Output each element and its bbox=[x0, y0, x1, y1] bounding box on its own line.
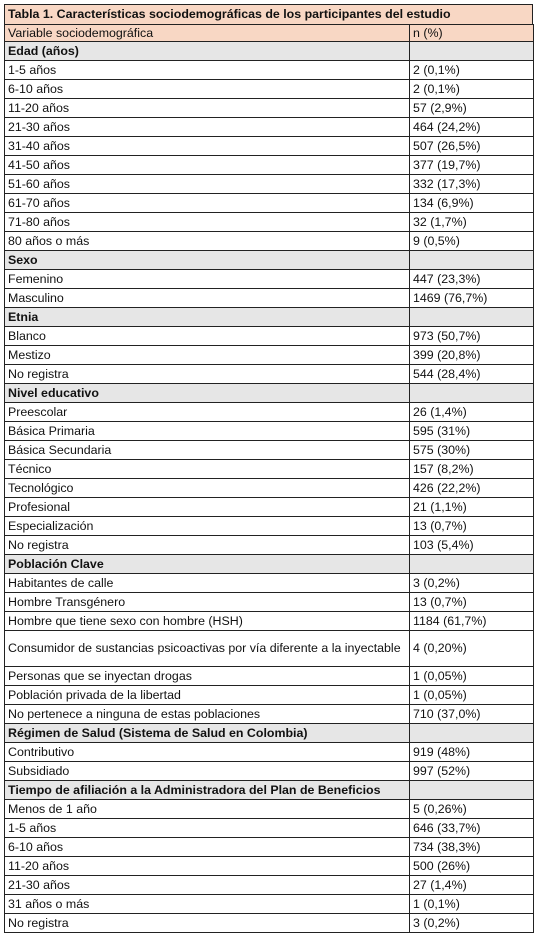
row-value: 734 (38,3%) bbox=[410, 838, 534, 857]
section-row bbox=[5, 555, 534, 574]
row-label: Población privada de la libertad bbox=[5, 686, 410, 705]
row-value: 973 (50,7%) bbox=[410, 327, 534, 346]
section-label: Tiempo de afiliación a la Administradora del Plan de Beneficios bbox=[5, 781, 410, 800]
table-row bbox=[5, 137, 534, 156]
row-label: Consumidor de sustancias psicoactivas por vía diferente a la inyectable bbox=[5, 631, 410, 667]
row-label: Contributivo bbox=[5, 743, 410, 762]
row-label: Blanco bbox=[5, 327, 410, 346]
row-value: 507 (26,5%) bbox=[410, 137, 534, 156]
row-label: Masculino bbox=[5, 289, 410, 308]
table-row bbox=[5, 498, 534, 517]
row-label: Hombre que tiene sexo con hombre (HSH) bbox=[5, 612, 410, 631]
row-label: 31-40 años bbox=[5, 137, 410, 156]
row-value: 997 (52%) bbox=[410, 762, 534, 781]
table-row bbox=[5, 612, 534, 631]
row-label: Habitantes de calle bbox=[5, 574, 410, 593]
table-row bbox=[5, 327, 534, 346]
table-container bbox=[4, 4, 533, 933]
section-value-empty bbox=[410, 724, 534, 743]
table-title: Tabla 1. Características sociodemográficas de los participantes del estudio bbox=[4, 4, 533, 24]
table-row bbox=[5, 213, 534, 232]
section-label: Sexo bbox=[5, 251, 410, 270]
table-row bbox=[5, 667, 534, 686]
section-value-empty bbox=[410, 384, 534, 403]
section-value-empty bbox=[410, 42, 534, 61]
table-row bbox=[5, 365, 534, 384]
row-value: 134 (6,9%) bbox=[410, 194, 534, 213]
row-value: 1469 (76,7%) bbox=[410, 289, 534, 308]
row-label: Tecnológico bbox=[5, 479, 410, 498]
row-value: 426 (22,2%) bbox=[410, 479, 534, 498]
row-value: 710 (37,0%) bbox=[410, 705, 534, 724]
table-row bbox=[5, 403, 534, 422]
row-label: 11-20 años bbox=[5, 99, 410, 118]
row-label: No registra bbox=[5, 365, 410, 384]
row-label: 41-50 años bbox=[5, 156, 410, 175]
row-value: 9 (0,5%) bbox=[410, 232, 534, 251]
row-label: 1-5 años bbox=[5, 819, 410, 838]
row-label: No pertenece a ninguna de estas poblaciones bbox=[5, 705, 410, 724]
row-label: Subsidiado bbox=[5, 762, 410, 781]
section-label: Etnia bbox=[5, 308, 410, 327]
table-row bbox=[5, 895, 534, 914]
header-row bbox=[5, 25, 534, 42]
row-label: 51-60 años bbox=[5, 175, 410, 194]
row-value: 1184 (61,7%) bbox=[410, 612, 534, 631]
row-label: Técnico bbox=[5, 460, 410, 479]
row-label: Básica Secundaria bbox=[5, 441, 410, 460]
row-label: 80 años o más bbox=[5, 232, 410, 251]
demographics-table bbox=[4, 24, 534, 933]
table-row bbox=[5, 118, 534, 137]
table-row bbox=[5, 914, 534, 933]
section-row bbox=[5, 724, 534, 743]
row-label: 61-70 años bbox=[5, 194, 410, 213]
row-value: 919 (48%) bbox=[410, 743, 534, 762]
row-label: 21-30 años bbox=[5, 118, 410, 137]
table-row bbox=[5, 99, 534, 118]
row-value: 27 (1,4%) bbox=[410, 876, 534, 895]
section-label: Nivel educativo bbox=[5, 384, 410, 403]
table-row bbox=[5, 194, 534, 213]
row-label: No registra bbox=[5, 536, 410, 555]
table-row bbox=[5, 232, 534, 251]
row-label: Menos de 1 año bbox=[5, 800, 410, 819]
row-label: Mestizo bbox=[5, 346, 410, 365]
table-body bbox=[5, 25, 534, 933]
row-value: 5 (0,26%) bbox=[410, 800, 534, 819]
row-value: 595 (31%) bbox=[410, 422, 534, 441]
table-row bbox=[5, 593, 534, 612]
row-value: 21 (1,1%) bbox=[410, 498, 534, 517]
row-value: 1 (0,1%) bbox=[410, 895, 534, 914]
row-value: 13 (0,7%) bbox=[410, 517, 534, 536]
table-row bbox=[5, 631, 534, 667]
row-value: 575 (30%) bbox=[410, 441, 534, 460]
row-label: 6-10 años bbox=[5, 80, 410, 99]
row-value: 2 (0,1%) bbox=[410, 80, 534, 99]
header-variable: Variable sociodemográfica bbox=[5, 25, 410, 42]
table-row bbox=[5, 156, 534, 175]
row-label: Básica Primaria bbox=[5, 422, 410, 441]
table-row bbox=[5, 441, 534, 460]
section-row bbox=[5, 781, 534, 800]
table-row bbox=[5, 479, 534, 498]
table-row bbox=[5, 838, 534, 857]
section-value-empty bbox=[410, 555, 534, 574]
section-row bbox=[5, 384, 534, 403]
row-value: 157 (8,2%) bbox=[410, 460, 534, 479]
row-value: 32 (1,7%) bbox=[410, 213, 534, 232]
section-row bbox=[5, 251, 534, 270]
row-value: 1 (0,05%) bbox=[410, 686, 534, 705]
table-row bbox=[5, 346, 534, 365]
row-value: 4 (0,20%) bbox=[410, 631, 534, 667]
table-row bbox=[5, 61, 534, 80]
row-label: Hombre Transgénero bbox=[5, 593, 410, 612]
table-row bbox=[5, 175, 534, 194]
row-label: 21-30 años bbox=[5, 876, 410, 895]
section-label: Población Clave bbox=[5, 555, 410, 574]
section-row bbox=[5, 308, 534, 327]
row-label: Profesional bbox=[5, 498, 410, 517]
row-label: 31 años o más bbox=[5, 895, 410, 914]
table-row bbox=[5, 574, 534, 593]
table-row bbox=[5, 876, 534, 895]
section-value-empty bbox=[410, 308, 534, 327]
row-label: 11-20 años bbox=[5, 857, 410, 876]
table-row bbox=[5, 800, 534, 819]
row-label: 1-5 años bbox=[5, 61, 410, 80]
table-row bbox=[5, 460, 534, 479]
row-value: 103 (5,4%) bbox=[410, 536, 534, 555]
section-value-empty bbox=[410, 251, 534, 270]
section-label: Régimen de Salud (Sistema de Salud en Colombia) bbox=[5, 724, 410, 743]
section-value-empty bbox=[410, 781, 534, 800]
table-row bbox=[5, 743, 534, 762]
section-row bbox=[5, 42, 534, 61]
table-row bbox=[5, 289, 534, 308]
row-label: Femenino bbox=[5, 270, 410, 289]
table-row bbox=[5, 686, 534, 705]
row-value: 26 (1,4%) bbox=[410, 403, 534, 422]
table-row bbox=[5, 762, 534, 781]
table-row bbox=[5, 422, 534, 441]
table-row bbox=[5, 857, 534, 876]
row-value: 57 (2,9%) bbox=[410, 99, 534, 118]
table-row bbox=[5, 517, 534, 536]
section-label: Edad (años) bbox=[5, 42, 410, 61]
row-label: No registra bbox=[5, 914, 410, 933]
row-value: 447 (23,3%) bbox=[410, 270, 534, 289]
row-value: 464 (24,2%) bbox=[410, 118, 534, 137]
row-value: 1 (0,05%) bbox=[410, 667, 534, 686]
row-value: 544 (28,4%) bbox=[410, 365, 534, 384]
table-row bbox=[5, 705, 534, 724]
row-value: 646 (33,7%) bbox=[410, 819, 534, 838]
row-value: 13 (0,7%) bbox=[410, 593, 534, 612]
row-label: 71-80 años bbox=[5, 213, 410, 232]
row-label: Preescolar bbox=[5, 403, 410, 422]
table-row bbox=[5, 80, 534, 99]
row-value: 377 (19,7%) bbox=[410, 156, 534, 175]
table-row bbox=[5, 819, 534, 838]
table-row bbox=[5, 270, 534, 289]
table-row bbox=[5, 536, 534, 555]
row-value: 399 (20,8%) bbox=[410, 346, 534, 365]
row-value: 332 (17,3%) bbox=[410, 175, 534, 194]
row-label: Personas que se inyectan drogas bbox=[5, 667, 410, 686]
row-value: 3 (0,2%) bbox=[410, 574, 534, 593]
header-count: n (%) bbox=[410, 25, 534, 42]
row-label: Especialización bbox=[5, 517, 410, 536]
row-value: 500 (26%) bbox=[410, 857, 534, 876]
row-value: 2 (0,1%) bbox=[410, 61, 534, 80]
row-value: 3 (0,2%) bbox=[410, 914, 534, 933]
row-label: 6-10 años bbox=[5, 838, 410, 857]
